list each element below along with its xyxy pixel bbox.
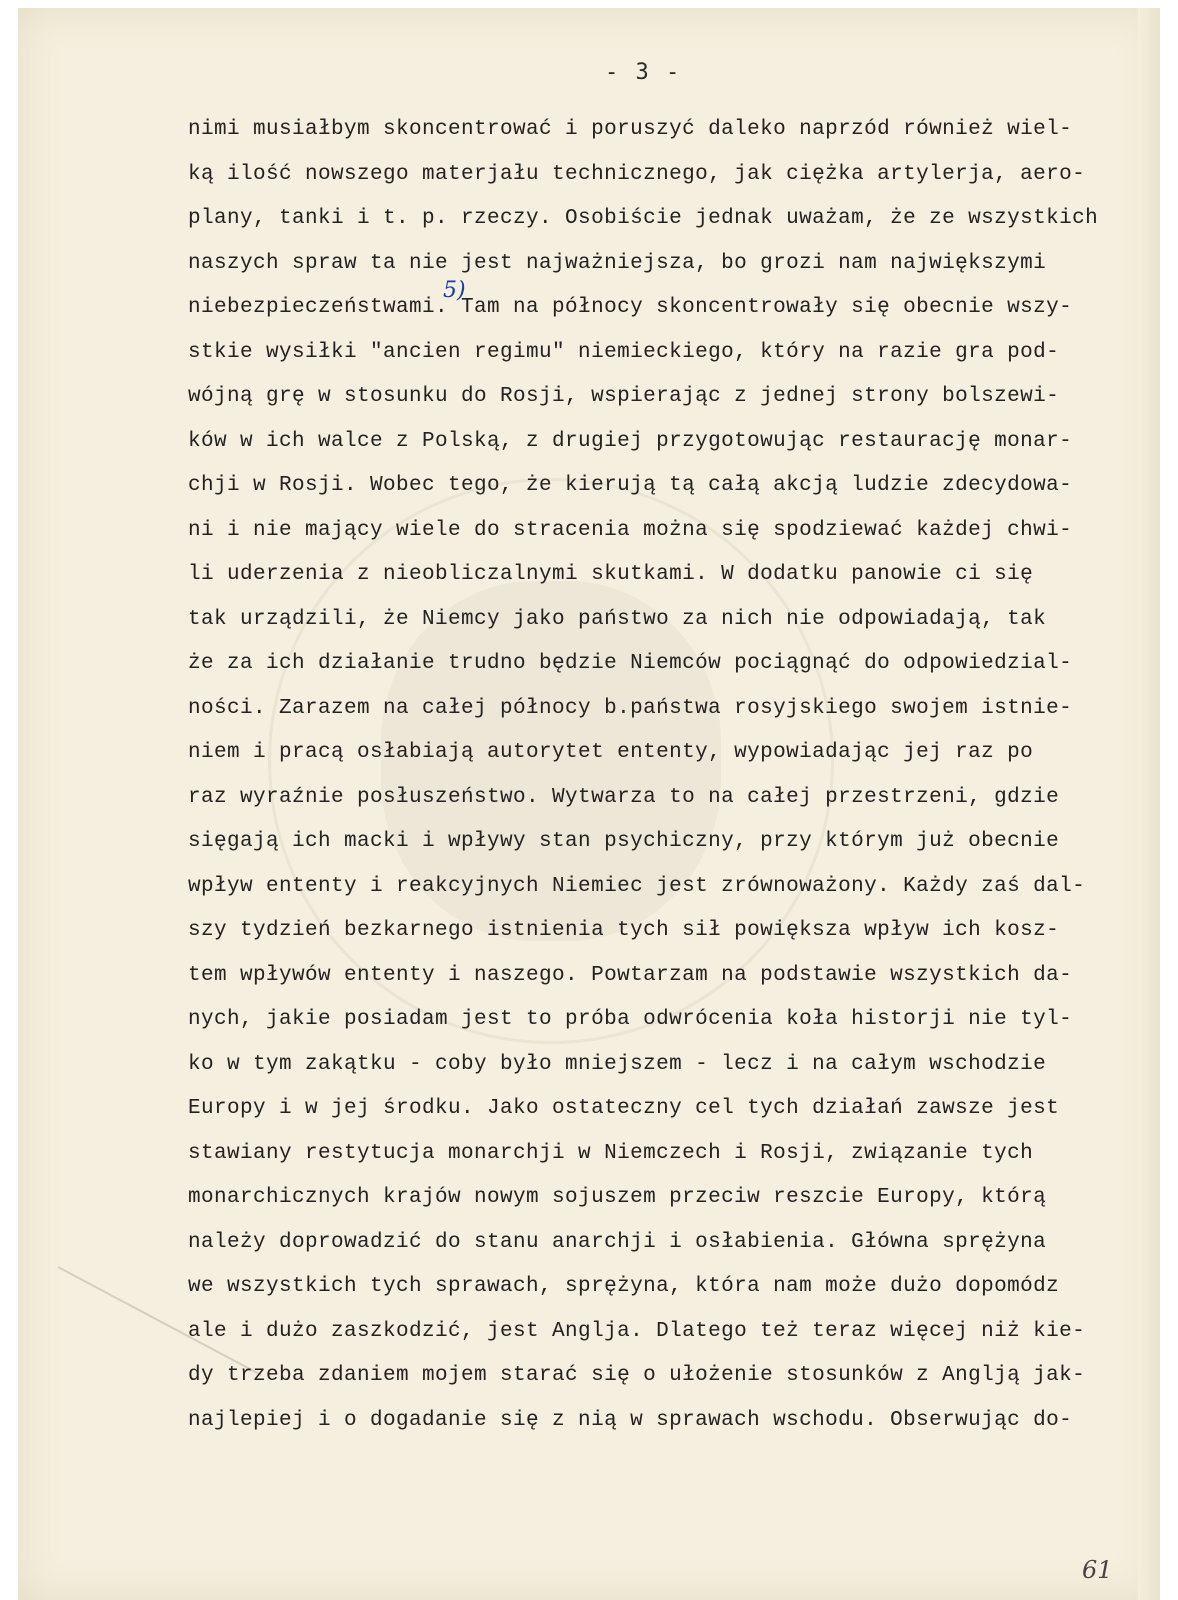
text-line: że za ich działanie trudno będzie Niemców pociągnąć do odpowiedzial- [188,652,1073,675]
text-line: niem i pracą osłabiają autorytet ententy, wypowiadając jej raz po [188,741,1034,764]
text-line: tak urządzili, że Niemcy jako państwo za nich nie odpowiadają, tak [188,607,1047,631]
text-line: najlepiej i o dogadanie się z nią w sprawach wschodu. Obserwując do- [188,1408,1073,1432]
handwritten-annotation: 5) [443,278,466,303]
folio-number: 61 [1082,1556,1113,1584]
text-line: ale i dużo zaszkodzić, jest Anglja. Dlatego też teraz więcej niż kie- [188,1319,1086,1343]
text-line: szy tydzień bezkarnego istnienia tych sił powiększa wpływ ich kosz- [188,919,1060,942]
paper-edge [1138,8,1160,1600]
text-line: tem wpływów ententy i naszego. Powtarzam na podstawie wszystkich da- [188,963,1073,987]
text-line: stkie wysiłki "ancien regimu" niemieckiego, który na razie gra pod- [188,340,1060,364]
text-line: naszych spraw ta nie jest najważniejsza, bo grozi nam największymi [188,251,1047,275]
typed-text-body [188,116,1138,1451]
text-line: ko w tym zakątku - coby było mniejszem - lecz i na całym wschodzie [188,1052,1047,1076]
text-line: stawiany restytucja monarchji w Niemczech i Rosji, związanie tych [188,1141,1034,1165]
text-line: ni i nie mający wiele do stracenia można się spodziewać każdej chwi- [188,518,1073,542]
text-line: ności. Zarazem na całej północy b.państwa rosyjskiego swojem istnie- [188,696,1073,720]
text-line: nimi musiałbym skoncentrować i poruszyć daleko naprzód również wiel- [188,118,1073,141]
text-line: plany, tanki i t. p. rzeczy. Osobiście jednak uważam, że ze wszystkich [188,207,1099,230]
text-line: dy trzeba zdaniem mojem starać się o ułożenie stosunków z Anglją jak- [188,1364,1086,1387]
page-number: - 3 - [605,60,682,85]
text-line: niebezpieczeństwami. Tam na północy skoncentrowały się obecnie wszy- [188,296,1073,319]
text-line: we wszystkich tych sprawach, sprężyna, która nam może dużo dopomódz [188,1275,1060,1298]
text-line: Europy i w jej środku. Jako ostateczny cel tych działań zawsze jest [188,1097,1060,1120]
text-line: chji w Rosji. Wobec tego, że kierują tą całą akcją ludzie zdecydowa- [188,474,1073,497]
text-line: ką ilość nowszego materjału technicznego, jak ciężka artylerja, aero- [188,162,1086,186]
text-line: li uderzenia z nieobliczalnymi skutkami. W dodatku panowie ci się [188,563,1034,586]
text-line: wójną grę w stosunku do Rosji, wspierając z jednej strony bolszewi- [188,385,1060,408]
text-line: sięgają ich macki i wpływy stan psychiczny, przy którym już obecnie [188,830,1060,853]
text-line: nych, jakie posiadam jest to próba odwrócenia koła historji nie tyl- [188,1008,1073,1031]
text-line: ków w ich walce z Polską, z drugiej przygotowując restaurację monar- [188,429,1073,453]
text-line: monarchicznych krajów nowym sojuszem przeciw reszcie Europy, którą [188,1186,1047,1209]
text-line: należy doprowadzić do stanu anarchji i osłabienia. Główna sprężyna [188,1230,1047,1254]
text-line: raz wyraźnie posłuszeństwo. Wytwarza to na całej przestrzeni, gdzie [188,785,1060,809]
text-line: wpływ ententy i reakcyjnych Niemiec jest zrównoważony. Każdy zaś dal- [188,874,1086,898]
